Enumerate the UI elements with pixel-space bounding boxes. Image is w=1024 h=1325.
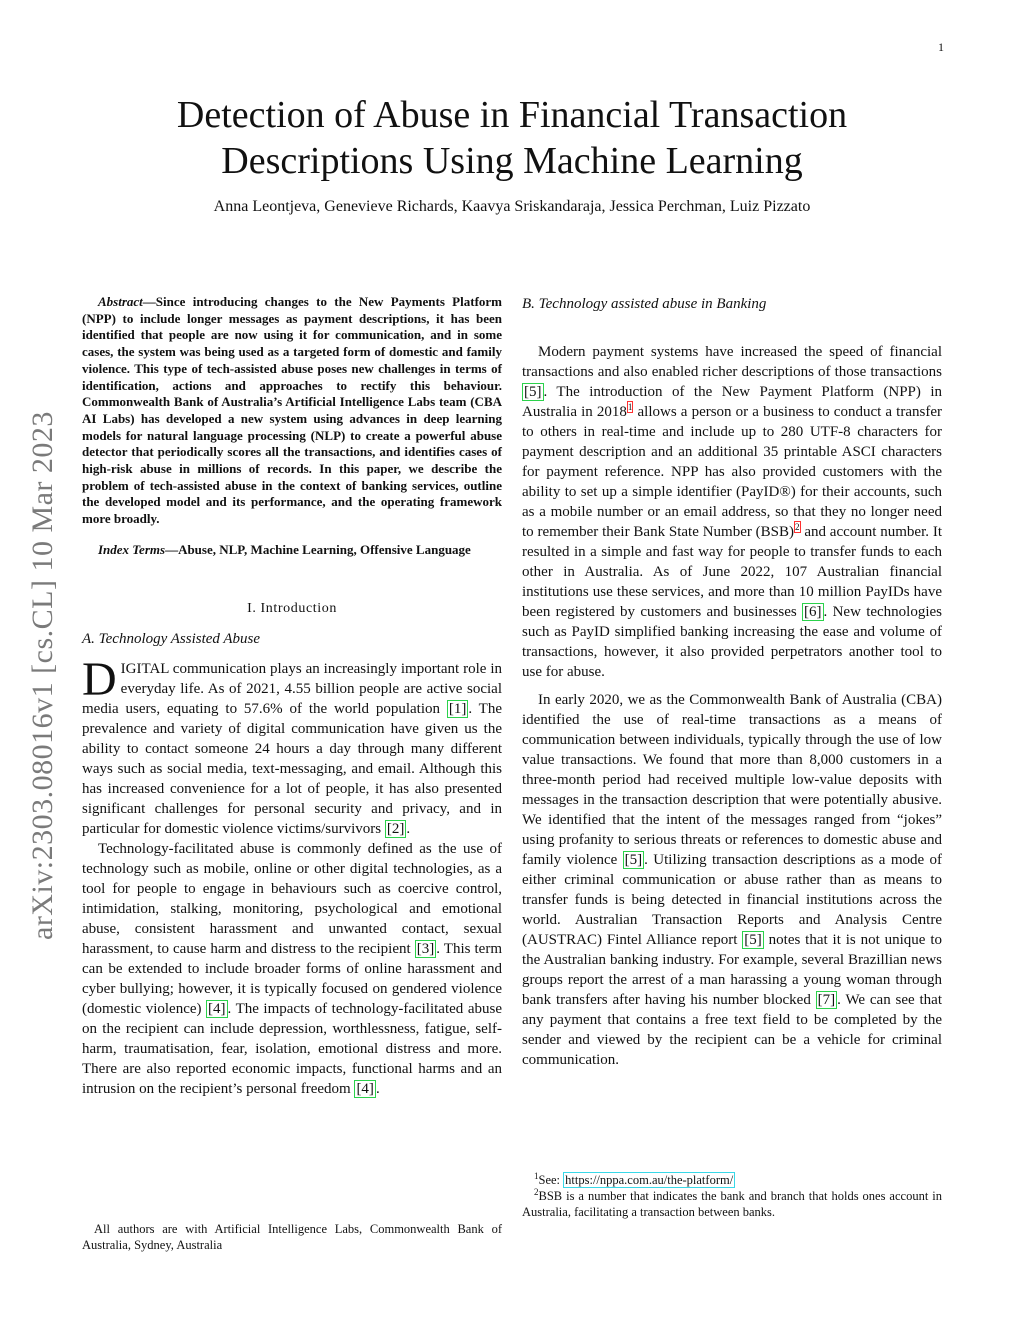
footnote-1-mark: 1: [534, 1170, 539, 1181]
paragraph-banking-1: [522, 342, 942, 682]
text-run: notes that it is not unique to the Australian banking industry. For example, several Brazillian news groups report the arrest of a man harassing a young woman through bank transfers after having his number blocked: [522, 932, 943, 1008]
text-run: . We can see that any payment that contains a free text field to be completed by the sender and viewed by the recipient can be a vehicle for criminal communication.: [522, 992, 942, 1068]
affiliation-footnote: All authors are with Artificial Intelligence Labs, Commonwealth Bank of Australia, Sydney, Australia: [82, 1222, 502, 1252]
citation-link[interactable]: [6]: [804, 604, 822, 620]
citation-link[interactable]: [1]: [448, 700, 467, 717]
citation-link[interactable]: [4]: [356, 1080, 374, 1097]
citation-link[interactable]: [5]: [624, 852, 643, 868]
index-terms-lead: Index Terms: [98, 541, 166, 557]
footnotes: [522, 1172, 942, 1220]
abstract: [82, 294, 502, 528]
footnote-1-prefix: See:: [538, 1173, 564, 1187]
paragraph-intro-1: [82, 652, 502, 839]
subsection-title-a: A. Technology Assisted Abuse: [82, 630, 261, 647]
text-run: . The introduction of the New Payment Platform (NPP) in Australia in 2018: [522, 384, 942, 420]
abstract-lead: Abstract: [98, 294, 143, 309]
text-run: In early 2020, we as the Commonwealth Bank of Australia (CBA) identified the use of real-time transactions as a means of communication between individuals, typically through the use of low value transactions. We found that more than 8,000 customers in a three-month period had received multiple low-value deposits with messages in the transaction description that were potentially abusive. We identified that the intent of the messages ranged from “jokes” using profanity to serious threats or references to domestic abuse and family violence: [522, 692, 942, 868]
page-number: 1: [938, 40, 944, 54]
footnote-url-link[interactable]: https://nppa.com.au/the-platform/: [565, 1173, 734, 1187]
citation-link[interactable]: [2]: [386, 820, 405, 837]
citation-link[interactable]: [3]: [416, 940, 435, 957]
left-column: [82, 294, 502, 1099]
paragraph-intro-2: [82, 839, 502, 1099]
text-run: Modern payment systems have increased the speed of financial transactions and also enabled richer descriptions of those transactions: [522, 344, 942, 380]
text-run: . The prevalence and variety of digital communication have given us the ability to contact someone 24 hours a day through many different ways such as social media, text-messaging, and email. Although this has increased convenience for a lot of people, it has also presented significant challenges for personal security and privacy, and in particular for domestic violence victims/survivors: [82, 700, 502, 837]
text-run: .: [406, 820, 411, 837]
right-column: [522, 294, 942, 1070]
section-title-introduction: I. Introduction: [247, 600, 337, 616]
text-run: . New technologies such as PayID simplified banking increasing the ease and volume of transactions, however, it also provided perpetrators another tool to use for abuse.: [522, 604, 943, 680]
author-list: Anna Leontjeva, Genevieve Richards, Kaavya Sriskandaraja, Jessica Perchman, Luiz Pizzato: [213, 198, 811, 215]
footnote-mark-link[interactable]: 2: [795, 522, 800, 532]
index-terms: [82, 542, 502, 559]
abstract-text: —Since introducing changes to the New Payments Platform (NPP) to include longer messages as payment descriptions, it has been identified that people are now using it for communication, and in some cases, the system was being used as a targeted form of domestic and family violence. This type of tech-assisted abuse poses new challenges in terms of identification, actions and approaches to rectify this behaviour. Commonwealth Bank of Australia’s Artificial Intelligence Labs team (CBA AI Labs) has developed a new system using advances in deep learning models for natural language processing (NLP) to create a powerful abuse detector that periodically scores all the transactions, and identifies cases of high-risk abuse in millions of records. In this paper, we describe the problem of tech-assisted abuse in the context of banking services, outline the developed model and its performance, and the operating framework more broadly.: [82, 294, 502, 527]
paper-title: [100, 92, 924, 184]
text-run: . This term can be extended to include broader forms of online harassment and cyber bullying; however, it is typically focused on gendered violence (domestic violence): [82, 940, 502, 1017]
footnote-1: [522, 1172, 942, 1188]
title-line-1: Detection of Abuse in Financial Transaction: [176, 94, 848, 136]
arxiv-stamp: arXiv:2303.08016v1 [cs.CL] 10 Mar 2023: [26, 411, 59, 940]
text-run: IGITAL communication plays an increasingly important role in everyday life. As of 2021, 4.55 billion people are active social media users, equating to 57.6% of the world population: [82, 660, 502, 717]
footnote-mark-link[interactable]: 1: [627, 402, 633, 412]
title-line-2: Descriptions Using Machine Learning: [221, 140, 803, 182]
subsection-title-b: B. Technology assisted abuse in Banking: [522, 296, 767, 312]
text-run: . The impacts of technology-facilitated abuse on the recipient can include depression, worthlessness, fatigue, self-harm, traumatisation, fear, isolation, emotional distress and more. There are also reported economic impacts, functional harms and an intrusion on the recipient’s personal freedom: [82, 1000, 502, 1097]
citation-link[interactable]: [7]: [817, 992, 836, 1008]
footnote-2-text: BSB is a number that indicates the bank and branch that holds ones account in Australia, facilitating a transaction between banks.: [522, 1189, 942, 1219]
footnote-2-mark: 2: [534, 1186, 539, 1197]
text-run: .: [375, 1080, 380, 1097]
text-run: and account number. It resulted in a simple and fast way for people to transfer funds to each other in Australia. As of June 2022, 107 Australian financial institutions use these services, and more than 10 million PayIDs have been registered by customers and businesses: [522, 524, 942, 620]
text-run: allows a person or a business to conduct a transfer to others in real-time and include up to 280 UTF-8 characters for payment description and an additional 35 printable ASCI characters for payment reference. NPP has also provided customers with the ability to set up a simple identifier (PayID®) for their accounts, such as a mobile number or an email address, so that they no longer need to remember their Bank State Number (BSB): [522, 404, 942, 540]
text-run: . Utilizing transaction descriptions as a mode of either criminal communication or abuse rather than as means to transfer funds is being detected in financial institutions across the world. Australian Transaction Reports and Analysis Centre (AUSTRAC) Fintel Alliance report: [522, 852, 942, 948]
footnote-2: [522, 1188, 942, 1220]
text-run: Technology-facilitated abuse is commonly defined as the use of technology such as mobile, online or other digital technologies, as a tool for people to engage in behaviours such as coercive control, intimidation, stalking, monitoring, psychological and emotional abuse, consistent harassment and unwanted contact, sexual harassment, to cause harm and distress to the recipient: [82, 840, 502, 957]
citation-link[interactable]: [5]: [744, 932, 762, 948]
citation-link[interactable]: [5]: [524, 384, 542, 400]
paragraph-banking-2: [522, 690, 942, 1070]
index-terms-text: —Abuse, NLP, Machine Learning, Offensive Language: [165, 541, 471, 557]
drop-cap: D: [82, 652, 117, 706]
citation-link[interactable]: [4]: [208, 1000, 226, 1017]
